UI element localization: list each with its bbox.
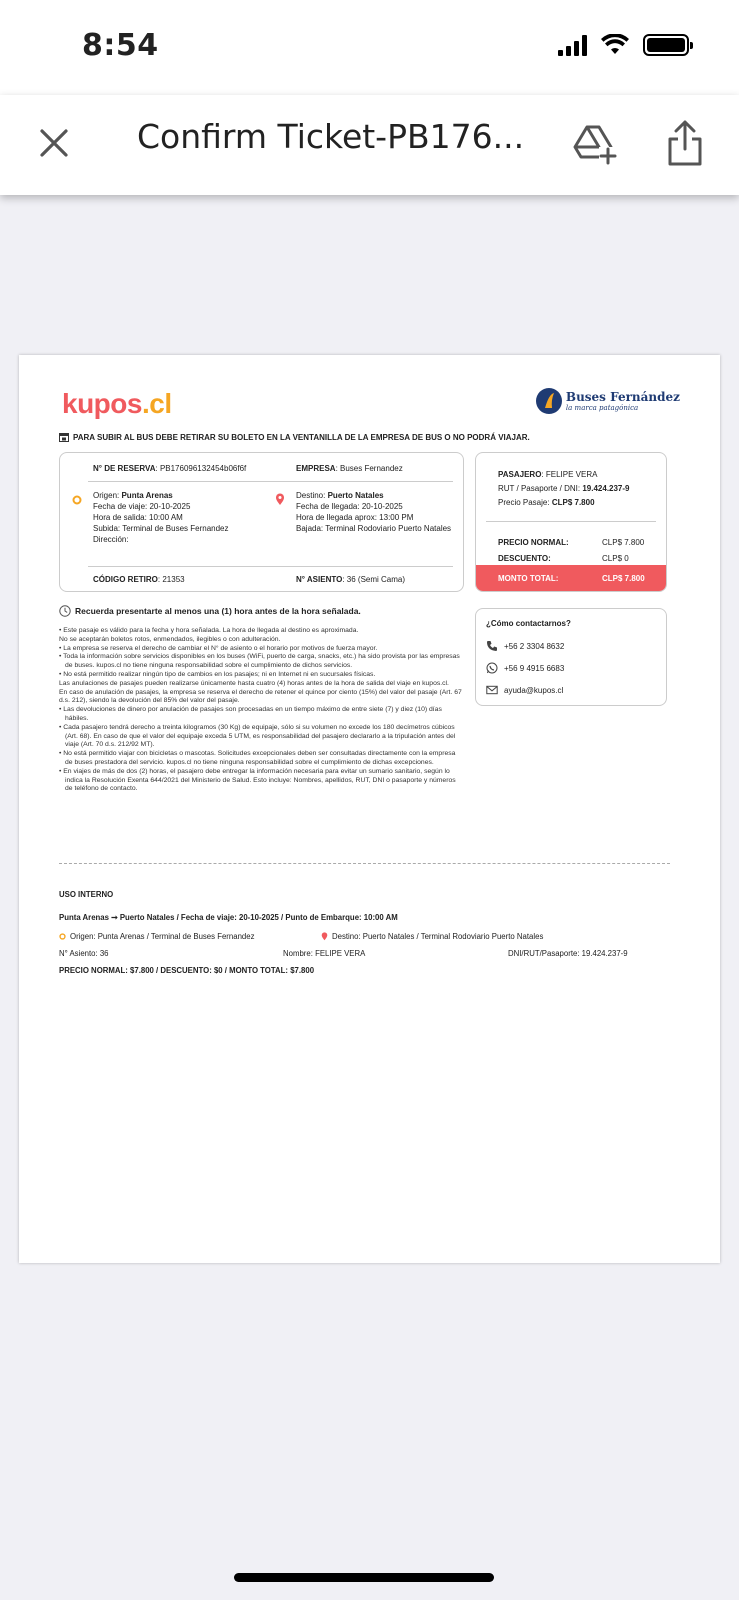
- terms-list: [59, 627, 464, 794]
- passenger-info: PASAJERO: FELIPE VERA RUT / Pasaporte / DNI: 19.424.237-9 Precio Pasaje: CLP$ 7.800: [498, 470, 630, 507]
- normal-price-row: PRECIO NORMAL: CLP$ 7.800: [498, 538, 645, 547]
- logo-main-text: kupos: [62, 388, 142, 419]
- internal-use-title: USO INTERNO: [59, 890, 114, 899]
- price-breakdown: [498, 535, 648, 567]
- clock-icon: [59, 605, 71, 617]
- internal-destination: Destino: Puerto Natales / Terminal Rodoviario Puerto Natales: [321, 932, 543, 941]
- partner-name: Buses Fernández: [565, 389, 680, 404]
- partner-logo: [536, 388, 680, 414]
- contact-email[interactable]: ayuda@kupos.cl: [486, 684, 563, 696]
- home-indicator[interactable]: [234, 1573, 494, 1582]
- viewer-toolbar: [0, 95, 739, 195]
- share-icon[interactable]: [666, 119, 704, 167]
- ticket-office-icon: [59, 433, 69, 442]
- internal-route: Punta Arenas ➞ Puerto Natales / Fecha de viaje: 20-10-2025 / Punto de Embarque: 10:00 AM: [59, 913, 398, 922]
- destination-pin-icon: [275, 493, 285, 506]
- reservation-number: N° DE RESERVA: PB176096132454b06f6f: [93, 464, 247, 473]
- pdf-page: [19, 355, 720, 1263]
- internal-name: Nombre: FELIPE VERA: [283, 949, 366, 958]
- internal-totals: PRECIO NORMAL: $7.800 / DESCUENTO: $0 / MONTO TOTAL: $7.800: [59, 966, 315, 975]
- partner-tagline: la marca patagónica: [565, 403, 639, 412]
- whatsapp-icon: [486, 662, 498, 674]
- divider: [59, 863, 670, 864]
- contact-whatsapp[interactable]: +56 9 4915 6683: [486, 662, 564, 674]
- add-to-drive-icon[interactable]: [573, 121, 617, 165]
- status-time: 8:54: [82, 28, 159, 63]
- terms-item: • En viajes de más de dos (2) horas, el pasajero debe entregar la información necesaria para evitar un sumario sanitario, según lo indica la Resolución Exenta 644/2021 del Ministerio de Salud. Esto incluye: Nombres, apellidos, RUT, DNI o pasaporte y números de teléfono de contacto.: [59, 767, 456, 793]
- terms-item: Las anulaciones de pasajes pueden realizarse únicamente hasta cuatro (4) horas antes de la hora de salida del viaje en kupos.cl.: [59, 679, 449, 687]
- origin-circle-icon: [72, 495, 82, 505]
- partner-emblem-icon: [536, 388, 562, 414]
- destination-info: Destino: Puerto Natales Fecha de llegada: 20-10-2025 Hora de llegada aprox: 13:00 PM Bajada: Terminal Rodoviario Puerto Natales: [296, 491, 452, 533]
- terms-item: • Toda la información sobre servicios disponibles en los buses (WiFi, puerto de carga, snacks, etc.) ha sido provista por las empresas de buses. kupos.cl no tiene ninguna responsabilidad sobre el cumplimiento de dichos servicios.: [59, 653, 460, 670]
- ticket-details-box: [59, 452, 464, 592]
- contact-box: [475, 608, 667, 706]
- terms-item: • Cada pasajero tendrá derecho a treinta kilogramos (30 Kg) de equipaje, sólo si su volumen no excede los 180 decímetros cúbicos (Art. 68). En caso de que el valor del equipaje exceda 5 UTM, es responsabilidad del pasajero declararlo a la tripulación antes del viaje (Art. 70 d.s. 212/92 MT).: [59, 723, 456, 749]
- cellular-signal-icon: [558, 34, 587, 56]
- contact-title: ¿Cómo contactarnos?: [486, 619, 571, 628]
- destination-pin-icon: [321, 932, 328, 941]
- wifi-icon: [601, 34, 629, 56]
- terms-item: En caso de anulación de pasajes, la empresa se reserva el derecho de retener el quince por ciento (15%) del valor del pasaje (Art. 67 d.s. 212), siendo la devolución del 85% del valor del pasaje.: [59, 688, 462, 705]
- total-amount-bar: MONTO TOTAL: CLP$ 7.800: [476, 565, 666, 591]
- terms-item: • Las devoluciones de dinero por anulación de pasajes son procesadas en un tiempo máximo de entre siete (7) y diez (10) días hábiles.: [59, 706, 442, 722]
- kupos-logo: [62, 388, 172, 420]
- seat-number: N° ASIENTO: 36 (Semi Cama): [296, 575, 406, 584]
- terms-item: No se aceptarán boletos rotos, enmendados, ilegibles o con adulteración.: [59, 635, 281, 643]
- internal-seat: N° Asiento: 36: [59, 949, 109, 958]
- company: EMPRESA: Buses Fernandez: [296, 464, 403, 473]
- internal-origin: Origen: Punta Arenas / Terminal de Buses Fernandez: [59, 932, 255, 941]
- arrival-reminder: [59, 605, 361, 617]
- close-icon[interactable]: [36, 125, 72, 161]
- phone-icon: [486, 640, 498, 652]
- document-title: Confirm Ticket-PB176...: [137, 117, 525, 156]
- contact-phone[interactable]: +56 2 3304 8632: [486, 640, 564, 652]
- logo-dot-text: .cl: [141, 388, 172, 419]
- battery-icon: [643, 34, 689, 56]
- terms-item: • La empresa se reserva el derecho de cambiar el N° de asiento o el horario por motivos de fuerza mayor.: [59, 644, 378, 652]
- passenger-price-box: [475, 452, 667, 592]
- warning-text: PARA SUBIR AL BUS DEBE RETIRAR SU BOLETO EN LA VENTANILLA DE LA EMPRESA DE BUS O NO PODRÁ VIAJAR.: [73, 433, 530, 442]
- pickup-code: CÓDIGO RETIRO: 21353: [93, 575, 185, 584]
- mail-icon: [486, 684, 498, 696]
- origin-circle-icon: [59, 933, 66, 940]
- terms-item: • Este pasaje es válido para la fecha y hora señalada. La hora de llegada al destino es aproximada.: [59, 627, 359, 634]
- discount-row: DESCUENTO: CLP$ 0: [498, 554, 629, 563]
- terms-item: • No está permitido realizar ningún tipo de cambios en los pasajes; ni en Internet ni en sucursales físicas.: [59, 670, 376, 678]
- status-bar: [0, 0, 739, 95]
- origin-info: Origen: Punta Arenas Fecha de viaje: 20-10-2025 Hora de salida: 10:00 AM Subida: Terminal de Buses Fernandez Dirección:: [93, 491, 229, 544]
- internal-dni: DNI/RUT/Pasaporte: 19.424.237-9: [508, 949, 628, 958]
- status-icons: [558, 34, 689, 56]
- terms-item: • No está permitido viajar con bicicletas o mascotas. Solicitudes excepcionales deben ser consultadas directamente con la empresa de buses prestadora del servicio. kupos.cl no tiene ninguna responsabilidad sobre el cumplimiento de dichas excepciones.: [59, 750, 456, 766]
- pickup-warning: [59, 433, 530, 442]
- reminder-text: Recuerda presentarte al menos una (1) hora antes de la hora señalada.: [75, 606, 361, 616]
